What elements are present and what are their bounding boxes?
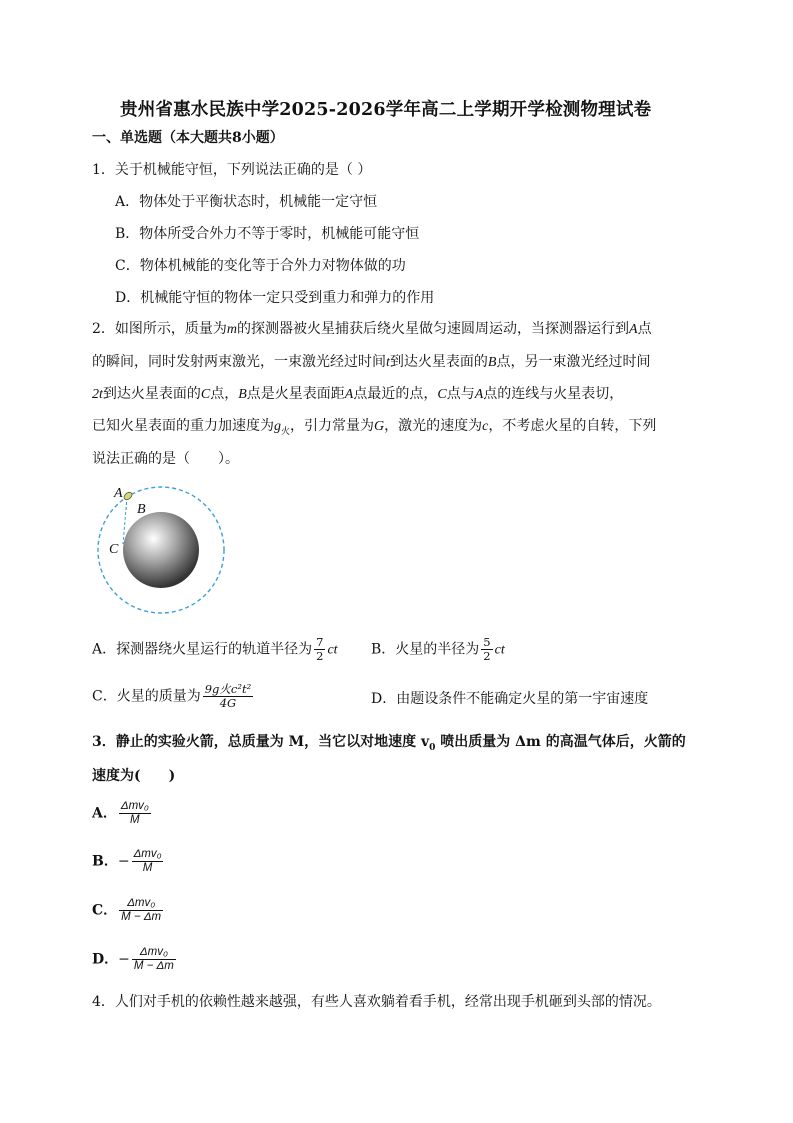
text: ，不考虑火星的自转，下列 [488,418,657,434]
question-1-stem: 1．关于机械能守恒，下列说法正确的是（ ） [92,162,372,178]
text: ，引力常量为 [290,418,375,434]
text: ，激光的速度为 [384,418,483,434]
var-b: B [487,355,497,370]
numerator: Δmv₀ [120,800,149,812]
question-2-option-a [92,636,338,663]
fraction [132,848,164,875]
subscript: 火 [281,426,291,437]
fraction [203,683,253,710]
subscript: 0 [429,742,436,753]
numerator: 7 [316,635,324,649]
text: 已知火星表面的重力加速度为 [92,418,274,434]
numerator: Δmv₀ [127,897,156,909]
denominator: 2 [483,649,491,663]
text: 点，另一束激光经过时间 [496,354,651,370]
question-3-line-2: 速度为( ) [92,768,176,784]
var-t: t [386,355,390,370]
question-3-line-1 [92,733,686,757]
var-m: m [226,322,238,337]
fraction [481,636,492,663]
question-2-line-1 [92,320,652,339]
var-g: g [274,419,281,434]
question-3-option-c [92,897,165,924]
numerator: Δmv₀ [133,848,162,860]
denominator: M − Δm [133,960,174,972]
text: C．火星的质量为 [92,688,201,705]
expr: ct [327,642,338,658]
text: 的瞬间，同时发射两束激光，一束激光经过时间 [92,354,386,370]
question-1-option-b: B．物体所受合外力不等于零时，机械能可能守恒 [115,226,420,242]
denominator: 2 [316,649,324,663]
var-a: A [629,322,638,337]
mars-planet [123,512,199,588]
denominator: M [119,813,151,827]
var-c: c [482,419,489,434]
question-2-option-d: D．由题设条件不能确定火星的第一宇宙速度 [371,691,649,707]
option-label: B． [92,853,118,870]
text: 点最近的点， [353,386,438,402]
question-3-option-d [92,946,178,973]
question-3-option-b [92,848,165,875]
text: 2．如图所示，质量为 [92,321,227,337]
text: 点的连线与火星表切， [483,386,624,402]
text: 点是火星表面距 [246,386,345,402]
fraction [119,800,151,827]
question-1-option-c: C．物体机械能的变化等于合外力对物体做的功 [115,258,406,274]
fraction [132,946,176,973]
label-c: C [109,542,119,557]
numerator: 5 [483,635,491,649]
var-b: B [238,387,247,402]
question-2-line-5: 说法正确的是（ ）。 [92,451,239,467]
question-2-line-2 [92,353,650,372]
page-title: 贵州省惠水民族中学2025-2026学年高二上学期开学检测物理试卷 [120,100,652,120]
var-G: G [374,419,385,434]
question-3-option-a [92,800,153,827]
minus-sign: − [117,853,130,870]
question-2-option-b [371,636,505,663]
question-2-option-c [92,683,255,710]
var-2t: 2t [92,387,103,402]
numerator: Δmv₀ [139,946,168,958]
probe-icon [123,491,134,501]
text: 点， [210,386,239,402]
var-c: C [437,387,447,402]
expr: ct [494,642,505,658]
denominator: M − Δm [121,911,162,923]
fraction [314,636,325,663]
var-a: A [474,387,484,402]
text: 到达火星表面的 [102,386,201,402]
text: 喷出质量为 Δm 的高温气体后，火箭的 [435,734,686,750]
text: 点 [637,321,652,337]
question-1-option-a: A．物体处于平衡状态时，机械能一定守恒 [115,194,378,210]
minus-sign: − [118,951,130,968]
question-2-line-4 [92,417,656,441]
text: 到达火星表面的 [389,354,488,370]
section-heading: 一、单选题（本大题共8小题） [92,130,284,146]
var-c: C [200,387,211,402]
text: 的探测器被火星捕获后绕火星做匀速圆周运动，当探测器运行到 [237,321,630,337]
text: 点与 [446,386,475,402]
fraction [119,897,163,924]
mars-orbit-figure [95,480,230,620]
label-b: B [137,502,146,517]
var-a: A [344,387,354,402]
option-label: C． [92,902,118,919]
question-4-stem: 4．人们对手机的依赖性越来越强，有些人喜欢躺着看手机，经常出现手机砸到头部的情况。 [92,994,661,1010]
option-label: A． [92,805,117,822]
text: B．火星的半径为 [371,641,480,658]
option-label: D． [92,951,119,968]
label-a: A [114,486,123,501]
question-1-option-d: D．机械能守恒的物体一定只受到重力和弹力的作用 [115,290,435,306]
numerator: 9g火c²t² [204,682,252,696]
text: A．探测器绕火星运行的轨道半径为 [92,641,313,658]
denominator: M [132,861,164,875]
text: 3．静止的实验火箭，总质量为 M，当它以对地速度 v [92,734,430,750]
denominator: 4G [203,696,253,710]
question-2-line-3 [92,385,623,404]
